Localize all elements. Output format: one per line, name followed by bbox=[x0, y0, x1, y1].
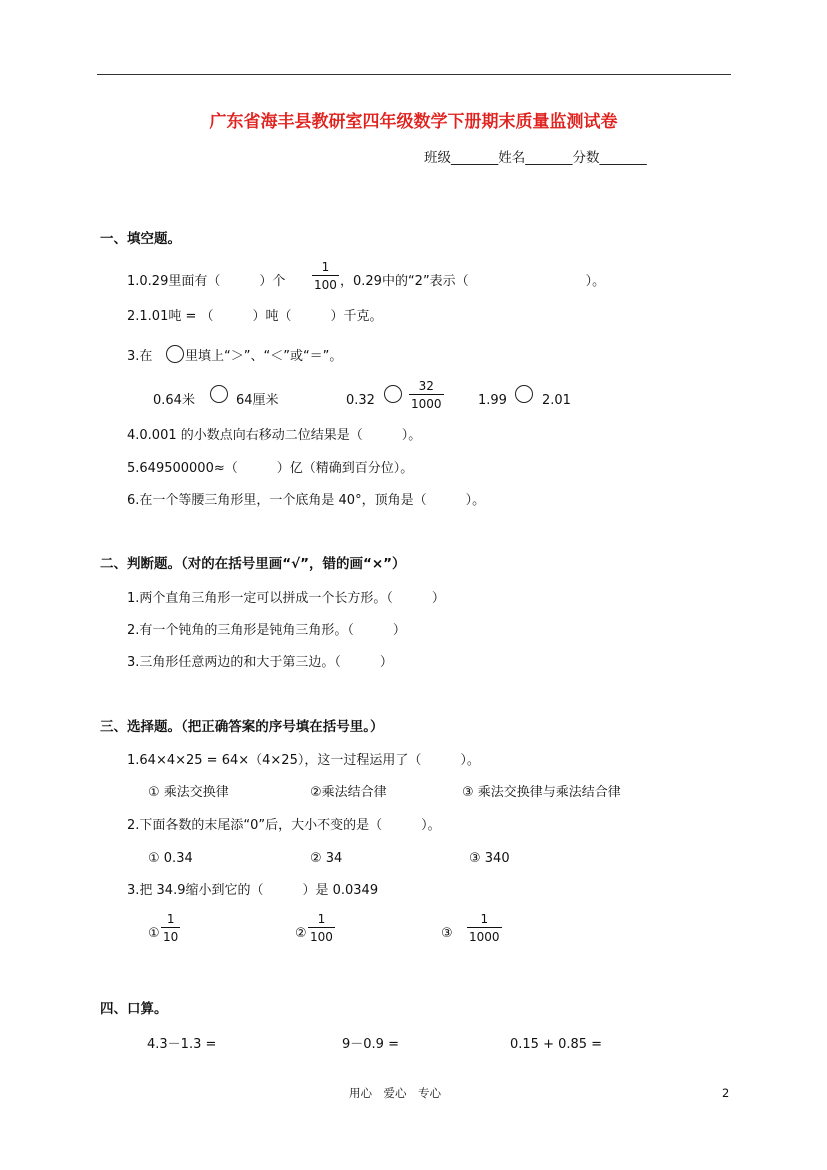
compare-circle-icon bbox=[166, 345, 184, 363]
footer-motto: 用心 爱心 专心 bbox=[349, 1086, 441, 1100]
s3-q3-option-fraction bbox=[161, 913, 180, 943]
s1-q3-text-a: 3.在 bbox=[127, 349, 153, 364]
s1-q3-item2-left: 0.32 bbox=[346, 393, 375, 408]
s2-q3: 3.三角形任意两边的和大于第三边。（ ） bbox=[127, 655, 393, 670]
s3-q1-option: ②乘法结合律 bbox=[310, 785, 387, 800]
s2-q2: 2.有一个钝角的三角形是钝角三角形。（ ） bbox=[127, 623, 406, 638]
section1-heading: 一、填空题。 bbox=[100, 231, 181, 247]
s3-q2-option: ② 34 bbox=[310, 851, 343, 866]
s1-q1-fraction bbox=[312, 261, 339, 291]
mental-math-item: 9－0.9 = bbox=[342, 1037, 399, 1052]
fraction-numerator: 1 bbox=[317, 912, 326, 926]
s3-q3-option-fraction bbox=[308, 913, 335, 943]
s1-q4: 4.0.001 的小数点向右移动二位结果是（ ）。 bbox=[127, 428, 422, 443]
s3-q3-option-label: ① bbox=[148, 926, 160, 941]
fraction-denominator: 1000 bbox=[469, 930, 500, 944]
s3-q3-option-label: ③ bbox=[441, 926, 453, 941]
s3-q1-option: ① 乘法交换律 bbox=[148, 785, 229, 800]
s3-q1: 1.64×4×25 = 64×（4×25），这一过程运用了（ ）。 bbox=[127, 753, 480, 768]
fraction-denominator: 10 bbox=[163, 930, 179, 944]
fraction-denominator: 1000 bbox=[411, 397, 442, 411]
fraction-numerator: 1 bbox=[480, 912, 489, 926]
student-info-line: 班级_______姓名_______分数_______ bbox=[424, 150, 647, 166]
compare-circle-icon bbox=[515, 385, 533, 403]
fraction-numerator: 1 bbox=[166, 912, 175, 926]
s1-q3-text-b: 里填上“＞”、“＜”或“＝”。 bbox=[185, 349, 343, 364]
s1-q3-item3-left: 1.99 bbox=[478, 393, 507, 408]
s1-q3-item2-fraction bbox=[409, 380, 444, 410]
mental-math-item: 0.15 + 0.85 = bbox=[510, 1037, 603, 1052]
s1-q3-item3-right: 2.01 bbox=[542, 393, 571, 408]
section4-heading: 四、口算。 bbox=[100, 1001, 168, 1017]
s3-q2: 2.下面各数的末尾添“0”后，大小不变的是（ ）。 bbox=[127, 818, 441, 833]
section3-heading: 三、选择题。（把正确答案的序号填在括号里。） bbox=[100, 719, 384, 735]
fraction-numerator: 32 bbox=[418, 379, 434, 393]
s3-q2-option: ① 0.34 bbox=[148, 851, 193, 866]
fraction-denominator: 100 bbox=[310, 930, 333, 944]
fraction-denominator: 100 bbox=[314, 278, 337, 292]
s1-q6: 6.在一个等腰三角形里，一个底角是 40°，顶角是（ ）。 bbox=[127, 493, 486, 508]
page-title: 广东省海丰县教研室四年级数学下册期末质量监测试卷 bbox=[209, 112, 618, 132]
compare-circle-icon bbox=[384, 385, 402, 403]
s1-q1-text-b: ，0.29中的“2”表示（ ）。 bbox=[340, 274, 606, 289]
s2-q1: 1.两个直角三角形一定可以拼成一个长方形。（ ） bbox=[127, 591, 445, 606]
fraction-numerator: 1 bbox=[321, 260, 330, 274]
mental-math-item: 4.3－1.3 = bbox=[147, 1037, 217, 1052]
s1-q3-item1-left: 0.64米 bbox=[153, 393, 195, 408]
compare-circle-icon bbox=[210, 385, 228, 403]
page-number: 2 bbox=[722, 1086, 730, 1100]
s3-q1-option: ③ 乘法交换律与乘法结合律 bbox=[462, 785, 621, 800]
s3-q3: 3.把 34.9缩小到它的（ ）是 0.0349 bbox=[127, 883, 379, 898]
section2-heading: 二、判断题。（对的在括号里画“√”，错的画“×”） bbox=[100, 556, 406, 572]
s1-q2: 2.1.01吨 = （ ）吨（ ）千克。 bbox=[127, 309, 383, 324]
s1-q1-text-a: 1.0.29里面有（ ）个 bbox=[127, 274, 286, 289]
s3-q2-option: ③ 340 bbox=[469, 851, 510, 866]
s1-q3-item1-right: 64厘米 bbox=[236, 393, 279, 408]
s1-q5: 5.649500000≈（ ）亿（精确到百分位）。 bbox=[127, 461, 414, 476]
s3-q3-option-fraction bbox=[467, 913, 502, 943]
s3-q3-option-label: ② bbox=[295, 926, 307, 941]
header-rule bbox=[97, 74, 731, 75]
